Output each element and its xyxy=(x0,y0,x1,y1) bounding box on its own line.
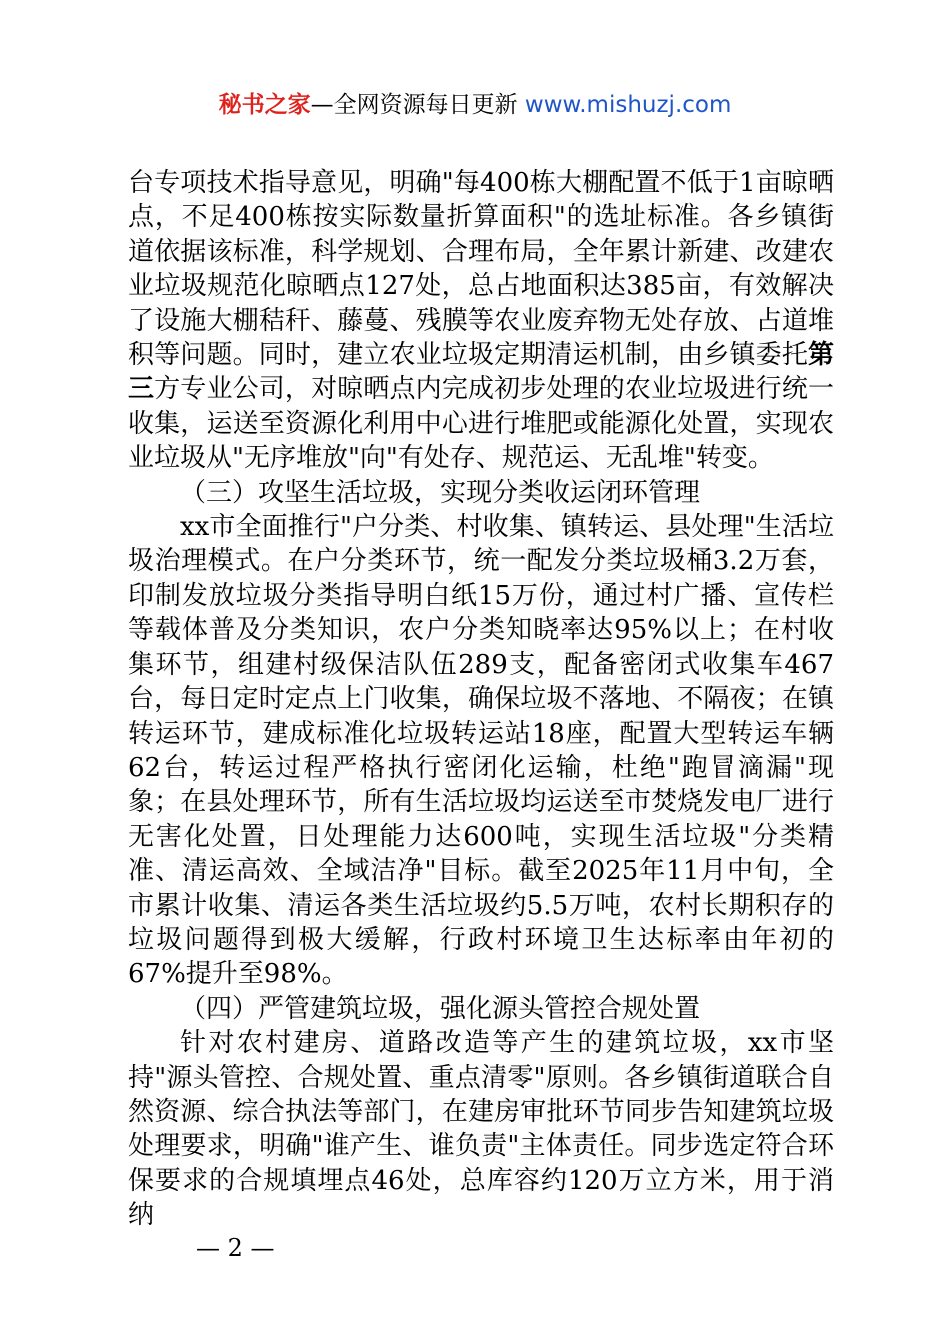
page-number: — 2 — xyxy=(196,1234,275,1262)
paragraph-continued xyxy=(128,166,834,476)
site-slogan: —全网资源每日更新 xyxy=(310,92,525,118)
paragraph-construction-waste: 针对农村建房、道路改造等产生的建筑垃圾，xx市坚持"源头管控、合规处置、重点清零"原则。各乡镇街道联合自然资源、综合执法等部门，在建房审批环节同步告知建筑垃圾处理要求，明确"谁产生、谁负责"主体责任。同步选定符合环保要求的合规填埋点46处，总库容约120万立方米，用于消纳 xyxy=(128,1028,834,1231)
document-body xyxy=(128,166,834,1233)
paragraph-text: 方专业公司，对晾晒点内完成初步处理的农业垃圾进行统一收集，运送至资源化利用中心进行堆肥或能源化处置，实现农业垃圾从"无序堆放"向"有处存、规范运、无乱堆"转变。 xyxy=(128,374,834,474)
paragraph-household-waste: xx市全面推行"户分类、村收集、镇转运、县处理"生活垃圾治理模式。在户分类环节，统一配发分类垃圾桶3.2万套，印制发放垃圾分类指导明白纸15万份，通过村广播、宣传栏等载体普及分类知识，农户分类知晓率达95%以上；在村收集环节，组建村级保洁队伍289支，配备密闭式收集车467台，每日定时定点上门收集，确保垃圾不落地、不隔夜；在镇转运环节，建成标准化垃圾转运站18座，配置大型转运车辆62台，转运过程严格执行密闭化运输，杜绝"跑冒滴漏"现象；在县处理环节，所有生活垃圾均运送至市焚烧发电厂进行无害化处置，日处理能力达600吨，实现生活垃圾"分类精准、清运高效、全域洁净"目标。截至2025年11月中旬，全市累计收集、清运各类生活垃圾约5.5万吨，农村长期积存的垃圾问题得到极大缓解，行政村环境卫生达标率由年初的67%提升至98%。 xyxy=(128,512,834,990)
site-brand: 秘书之家 xyxy=(218,92,311,118)
section-heading-4: （四）严管建筑垃圾，强化源头管控合规处置 xyxy=(180,993,701,1024)
site-url-link[interactable]: www.mishuzj.com xyxy=(524,92,732,118)
section-heading-3: （三）攻坚生活垃圾，实现分类收运闭环管理 xyxy=(180,477,701,508)
paragraph-text: 台专项技术指导意见，明确"每400栋大棚配置不低于1亩晾晒点，不足400栋按实际数量折算面积"的选址标准。各乡镇街道依据该标准，科学规划、合理布局，全年累计新建、改建农业垃圾规范化晾晒点127处，总占地面积达385亩，有效解决了设施大棚秸秆、藤蔓、残膜等农业废弃物无处存放、占道堆积等问题。同时，建立农业垃圾定期清运机制，由乡镇委托 xyxy=(128,168,834,371)
site-header xyxy=(0,88,950,122)
bold-text: 第三 xyxy=(128,340,834,405)
